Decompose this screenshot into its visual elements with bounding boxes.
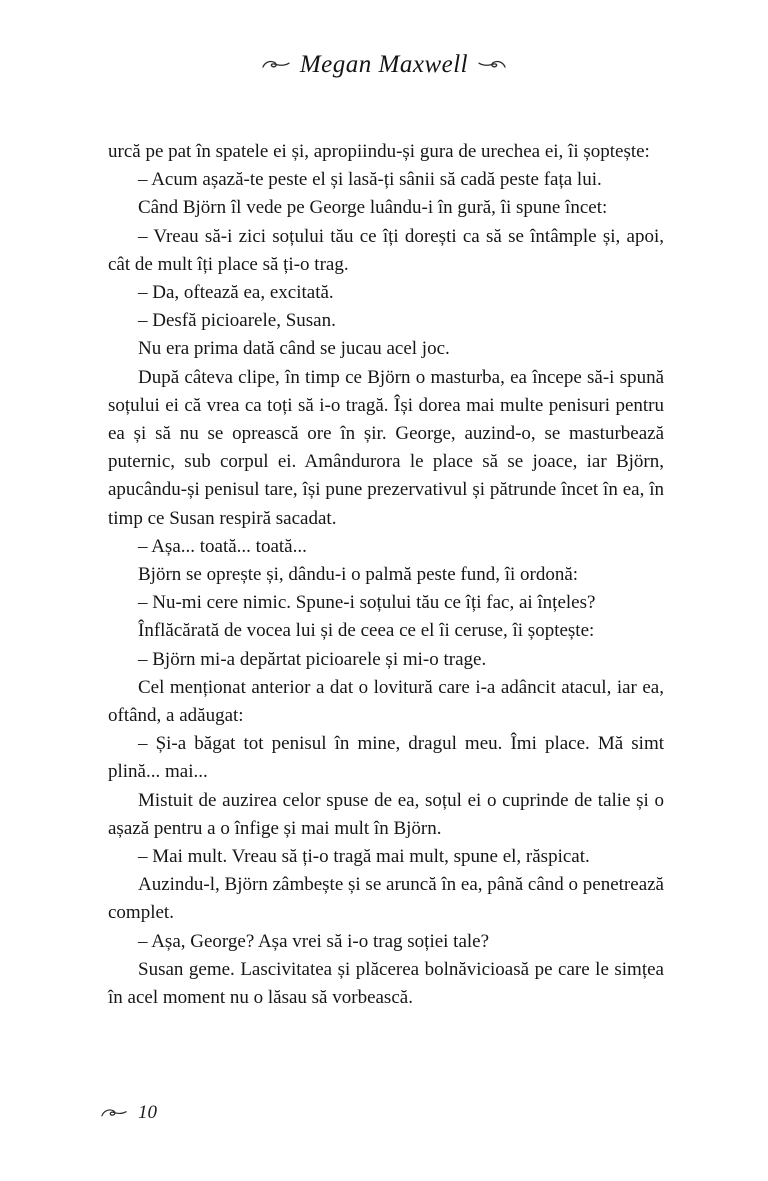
paragraph: După câteva clipe, în timp ce Björn o masturba, ea începe să-i spună soțului ei că vrea ca toți să i-o tragă. Își dorea mai multe penisuri pentru ea și să nu se oprească ore în șir. George, auzind-o, se masturbează puternic, sub corpul ei. Amândurora le place să se joace, iar Björn, apucându-și penisul tare, își pune prezervativul și pătrunde încet în ea, în timp ce Susan respiră sacadat. <box>108 366 664 529</box>
paragraph: Cel menționat anterior a dat o lovitură care i-a adâncit atacul, iar ea, oftând, a adăugat: <box>108 676 664 727</box>
paragraph: – Așa, George? Așa vrei să i-o trag soției tale? <box>138 930 490 952</box>
body-text <box>108 138 664 1012</box>
paragraph: Nu era prima dată când se jucau acel joc. <box>138 338 450 360</box>
flourish-footer-icon <box>101 1105 129 1121</box>
flourish-right-icon <box>478 57 506 73</box>
paragraph: – Așa... toată... toată... <box>138 535 307 557</box>
flourish-left-icon <box>262 57 290 73</box>
paragraph: – Björn mi-a depărtat picioarele și mi-o trage. <box>138 648 487 670</box>
paragraph: – Acum așază-te peste el și lasă-ți sânii să cadă peste fața lui. <box>138 169 602 191</box>
paragraph: Susan geme. Lascivitatea și plăcerea bolnăvicioasă pe care le simțea în acel moment nu o lăsau să vorbească. <box>108 958 664 1009</box>
paragraph: – Da, oftează ea, excitată. <box>138 282 334 304</box>
paragraph: – Și-a băgat tot penisul în mine, dragul meu. Îmi place. Mă simt plină... mai... <box>108 733 664 783</box>
paragraph: Mistuit de auzirea celor spuse de ea, soțul ei o cuprinde de talie și o așază pentru a o înfige și mai mult în Björn. <box>108 789 664 839</box>
paragraph: Când Björn îl vede pe George luându-i în gură, îi spune încet: <box>138 197 608 219</box>
paragraph: – Mai mult. Vreau să ți-o tragă mai mult, spune el, răspicat. <box>138 846 590 868</box>
paragraph: – Nu-mi cere nimic. Spune-i soțului tău ce îți fac, ai înțeles? <box>138 592 596 614</box>
author-name: Megan Maxwell <box>299 51 469 78</box>
paragraph: – Desfă picioarele, Susan. <box>138 310 336 332</box>
running-header <box>0 48 768 82</box>
page-footer <box>101 1101 157 1125</box>
paragraph: – Vreau să-i zici soțului tău ce îți dorești ca să se întâmple și, apoi, cât de mult îți place să ți-o trag. <box>108 225 664 275</box>
page-number: 10 <box>138 1102 157 1123</box>
paragraph: urcă pe pat în spatele ei și, apropiindu-și gura de urechea ei, îi șoptește: <box>108 141 650 162</box>
paragraph: Björn se oprește și, dându-i o palmă peste fund, îi ordonă: <box>138 564 579 586</box>
paragraph: Înflăcărată de vocea lui și de ceea ce el îi ceruse, îi șoptește: <box>138 620 595 642</box>
paragraph: Auzindu-l, Björn zâmbește și se aruncă în ea, până când o penetrează complet. <box>108 874 664 924</box>
